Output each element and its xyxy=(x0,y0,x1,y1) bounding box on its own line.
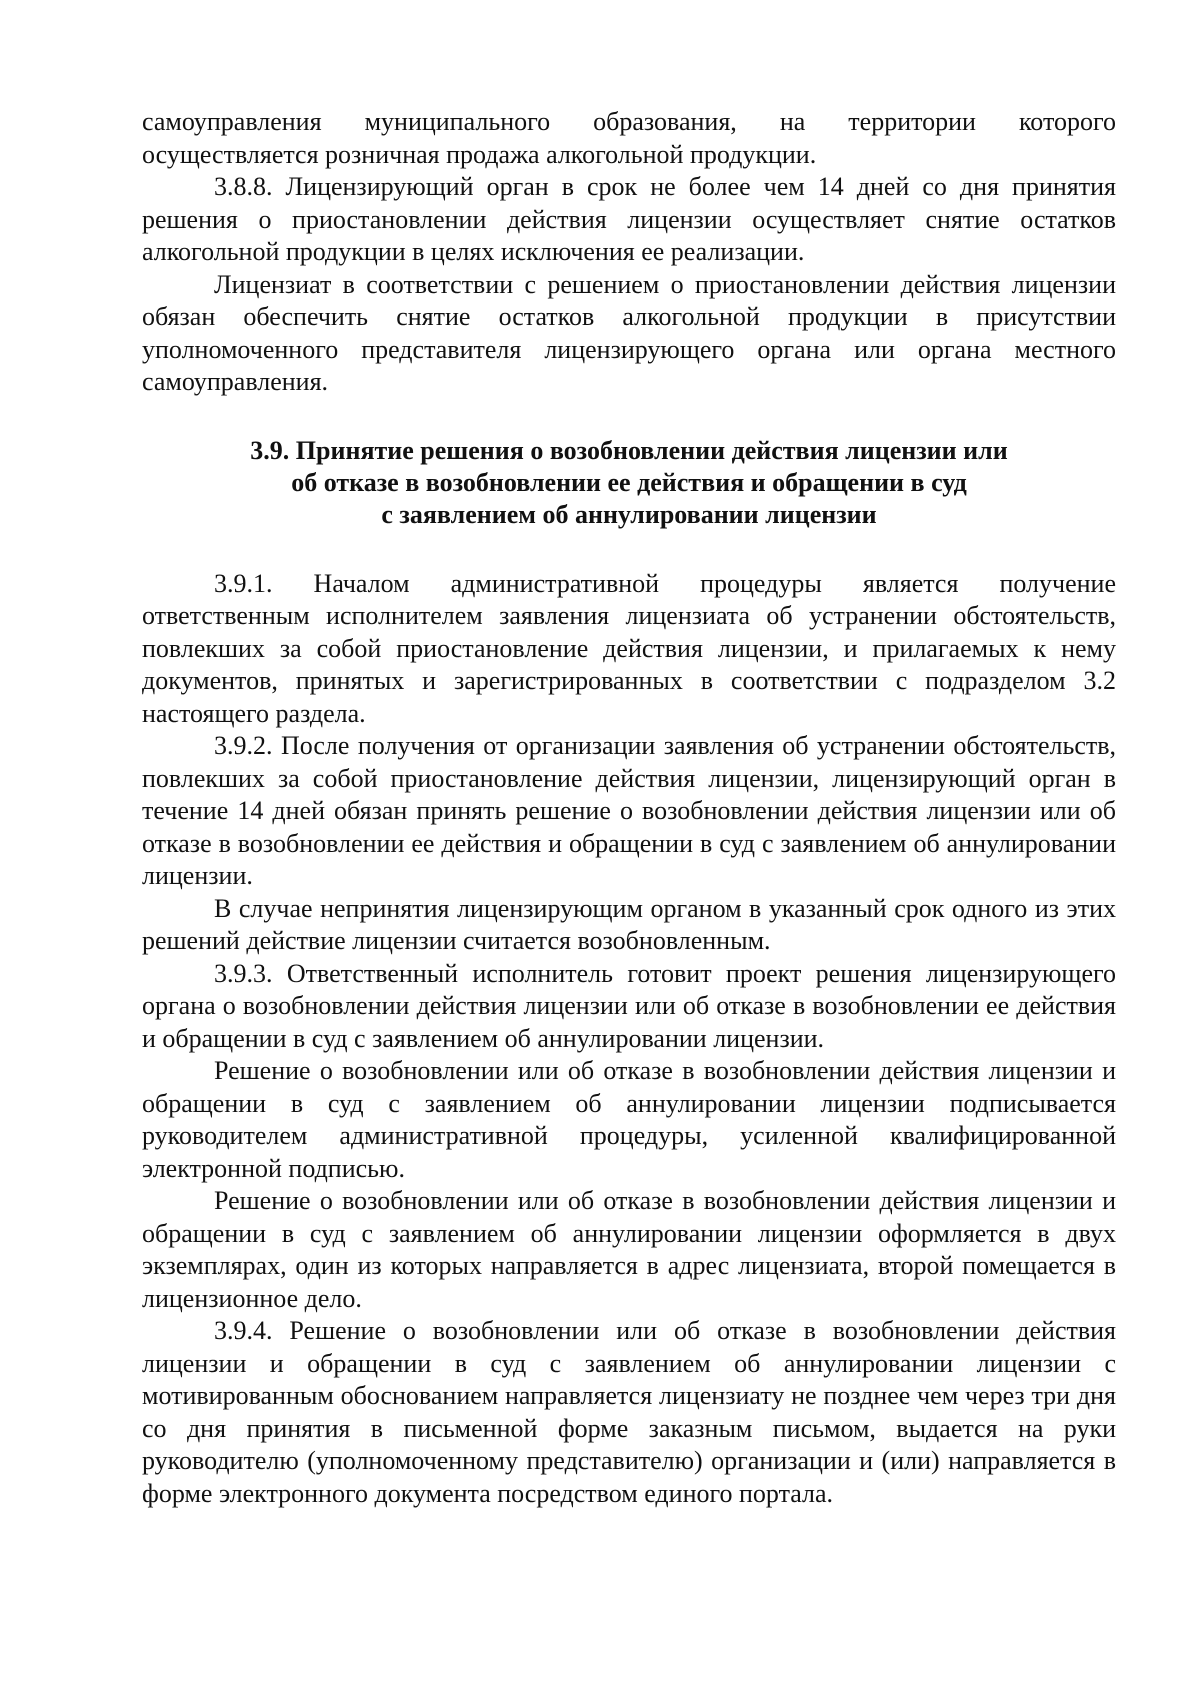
paragraph-3-9-2: 3.9.2. После получения от организации заявления об устранении обстоятельств, повлекших за собой приостановление действия лицензии, лицензирующий орган в течение 14 дней обязан принять решение о возобновлении действия лицензии или об отказе в возобновлении ее действия и обращении в суд с заявлением об аннулировании лицензии. xyxy=(142,731,1116,890)
section-heading-3-9 xyxy=(142,435,1116,531)
section-heading-line: 3.9. Принятие решения о возобновлении действия лицензии или xyxy=(250,435,1008,465)
document-body xyxy=(142,106,1116,1510)
paragraph-decision-copies: Решение о возобновлении или об отказе в возобновлении действия лицензии и обращении в суд с заявлением об аннулировании лицензии оформляется в двух экземплярах, один из которых направляется в адрес лицензиата, второй помещается в лицензионное дело. xyxy=(142,1186,1116,1313)
paragraph-3-9-3: 3.9.3. Ответственный исполнитель готовит проект решения лицензирующего органа о возобновлении действия лицензии или об отказе в возобновлении ее действия и обращении в суд с заявлением об аннулировании лицензии. xyxy=(142,958,1116,1053)
section-heading-line: об отказе в возобновлении ее действия и обращении в суд xyxy=(291,467,967,497)
section-heading-line: с заявлением об аннулировании лицензии xyxy=(381,499,877,529)
paragraph-licensee-obligation: Лицензиат в соответствии с решением о приостановлении действия лицензии обязан обеспечить снятие остатков алкогольной продукции в присутствии уполномоченного представителя лицензирующего органа или органа местного самоуправления. xyxy=(142,269,1116,396)
paragraph-non-decision: В случае непринятия лицензирующим органом в указанный срок одного из этих решений действие лицензии считается возобновленным. xyxy=(142,893,1116,955)
paragraph-decision-signing: Решение о возобновлении или об отказе в возобновлении действия лицензии и обращении в суд с заявлением об аннулировании лицензии подписывается руководителем административной процедуры, усиленной квалифицированной электронной подписью. xyxy=(142,1056,1116,1183)
paragraph-continuation: самоуправления муниципального образования, на территории которого осуществляется розничная продажа алкогольной продукции. xyxy=(142,107,1116,169)
paragraph-3-9-1: 3.9.1. Началом административной процедуры является получение ответственным исполнителем заявления лицензиата об устранении обстоятельств, повлекших за собой приостановление действия лицензии, и прилагаемых к нему документов, принятых и зарегистрированных в соответствии с подразделом 3.2 настоящего раздела. xyxy=(142,568,1116,728)
paragraph-3-8-8: 3.8.8. Лицензирующий орган в срок не более чем 14 дней со дня принятия решения о приостановлении действия лицензии осуществляет снятие остатков алкогольной продукции в целях исключения ее реализации. xyxy=(142,172,1116,266)
paragraph-3-9-4: 3.9.4. Решение о возобновлении или об отказе в возобновлении действия лицензии и обращении в суд с заявлением об аннулировании лицензии с мотивированным обоснованием направляется лицензиату не позднее чем через три дня со дня принятия в письменной форме заказным письмом, выдается на руки руководителю (уполномоченному представителю) организации и (или) направляется в форме электронного документа посредством единого портала. xyxy=(142,1316,1116,1508)
